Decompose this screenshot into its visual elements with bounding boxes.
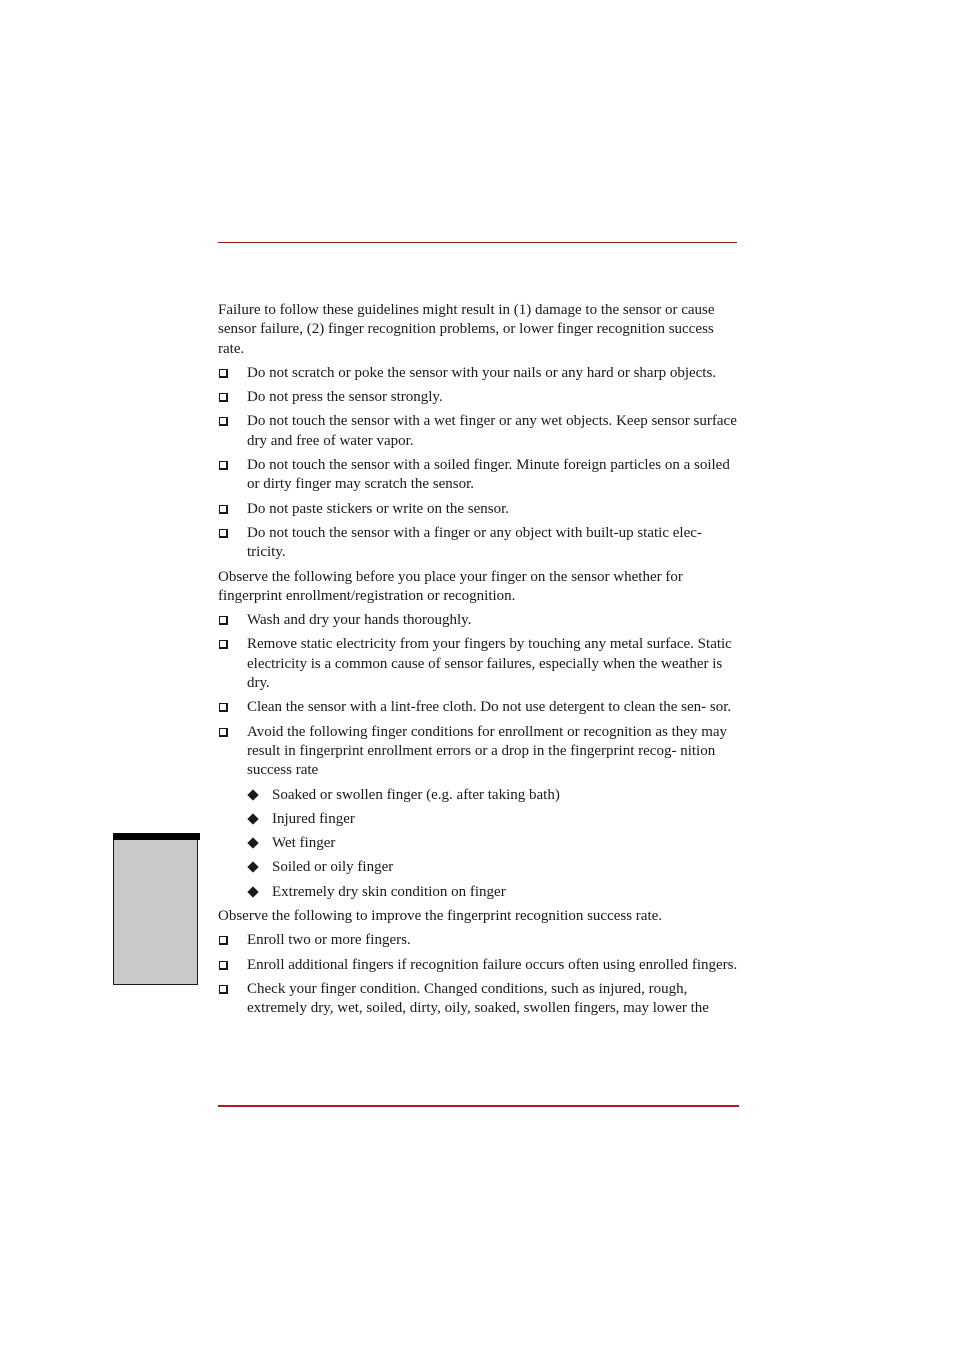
list-item: Check your finger condition. Changed conditions, such as injured, rough, extremely dry, wet, soiled, dirty, oily, soaked, swollen fingers, may lower the: [218, 980, 738, 1019]
intro-paragraph: Failure to follow these guidelines might result in (1) damage to the sensor or cause sensor failure, (2) finger recognition problems, or lower finger recognition success rate.: [218, 302, 715, 357]
diamond-bullet-icon: [247, 862, 258, 873]
page-content: [218, 301, 738, 1024]
diamond-bullet-icon: [247, 813, 258, 824]
list-item: Enroll two or more fingers.: [218, 931, 738, 950]
header-rule: [218, 242, 737, 243]
observe-before-paragraph: Observe the following before you place your finger on the sensor whether for fingerprint enrollment/registration or recognition.: [218, 568, 683, 604]
list-item: Do not scratch or poke the sensor with your nails or any hard or sharp objects.: [218, 364, 738, 383]
list-item: Wet finger: [247, 834, 738, 853]
checkbox-bullet-icon: [219, 936, 228, 945]
diamond-bullet-icon: [247, 789, 258, 800]
list-item: Extremely dry skin condition on finger: [247, 883, 738, 902]
list-item: Remove static electricity from your fingers by touching any metal surface. Static electricity is a common cause of sensor failures, especially when the weather is dry.: [218, 635, 738, 693]
list-item: Do not touch the sensor with a finger or any object with built-up static elec- tricity.: [218, 524, 738, 563]
diamond-bullet-icon: [247, 886, 258, 897]
checkbox-bullet-icon: [219, 728, 228, 737]
checkbox-bullet-icon: [219, 703, 228, 712]
checkbox-bullet-icon: [219, 985, 228, 994]
list-item: Avoid the following finger conditions for enrollment or recognition as they may result in fingerprint enrollment errors or a drop in the fingerprint recog- nition success rate Soaked or swollen finger (e.g. after taking bath) Injured finger Wet finger Soiled or oily finger Extremely dry skin condition on finger: [218, 723, 738, 902]
list-item: Wash and dry your hands thoroughly.: [218, 611, 738, 630]
checkbox-bullet-icon: [219, 393, 228, 402]
footer-rule: [218, 1105, 739, 1107]
list-item: Do not press the sensor strongly.: [218, 388, 738, 407]
list-item: Do not paste stickers or write on the sensor.: [218, 500, 738, 519]
before-list: [218, 611, 738, 902]
list-item: Injured finger: [247, 810, 738, 829]
list-item: Do not touch the sensor with a wet finger or any wet objects. Keep sensor surface dry and free of water vapor.: [218, 412, 738, 451]
improve-list: [218, 931, 738, 1018]
checkbox-bullet-icon: [219, 529, 228, 538]
list-item: Soiled or oily finger: [247, 858, 738, 877]
checkbox-bullet-icon: [219, 961, 228, 970]
checkbox-bullet-icon: [219, 505, 228, 514]
guidelines-list: [218, 364, 738, 563]
diamond-bullet-icon: [247, 837, 258, 848]
list-item: Clean the sensor with a lint-free cloth. Do not use detergent to clean the sen- sor.: [218, 698, 738, 717]
list-item: Soaked or swollen finger (e.g. after taking bath): [247, 786, 738, 805]
chapter-side-tab-bar: [113, 833, 200, 840]
checkbox-bullet-icon: [219, 640, 228, 649]
chapter-side-tab: [113, 833, 198, 985]
list-item: Do not touch the sensor with a soiled finger. Minute foreign particles on a soiled or dirty finger may scratch the sensor.: [218, 456, 738, 495]
checkbox-bullet-icon: [219, 461, 228, 470]
checkbox-bullet-icon: [219, 417, 228, 426]
checkbox-bullet-icon: [219, 616, 228, 625]
avoid-conditions-list: [247, 786, 738, 902]
checkbox-bullet-icon: [219, 369, 228, 378]
observe-improve-paragraph: Observe the following to improve the fingerprint recognition success rate.: [218, 908, 663, 925]
list-item: Enroll additional fingers if recognition failure occurs often using enrolled fingers.: [218, 956, 738, 975]
